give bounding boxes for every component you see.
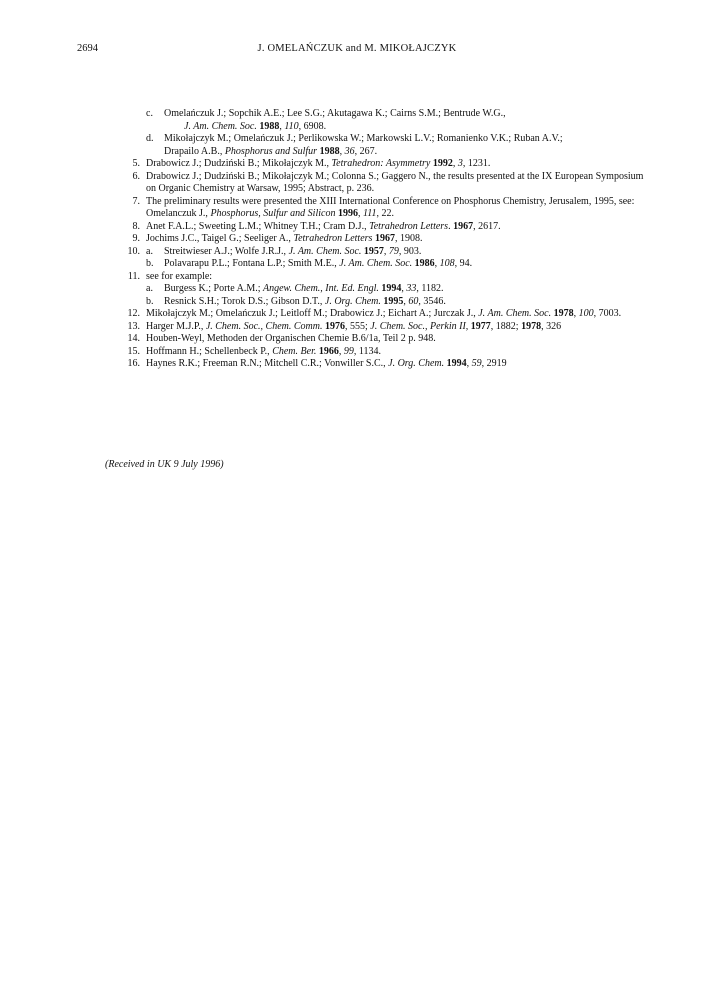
reference-number: 8. [132, 220, 140, 232]
reference-text-run: 1992 [432, 158, 453, 169]
reference-number [104, 258, 146, 271]
reference-text-run: J. Chem. Soc., Chem. Comm. [205, 320, 323, 332]
reference-text-run: Omelańczuk J.; Sopchik A.E.; Lee S.G.; Akutagawa K.; Cairns S.M.; Bentrude W.G., [164, 108, 506, 119]
reference-text-run: 1994 [381, 283, 402, 294]
reference-text-run: Drabowicz J.; Dudziński B.; Mikołajczyk M.; Colonna S.; Gaggero N., the results presented at the IX European Symposium on Organic Chemistry at Warsaw, 1995; Abstract, p. 236. [146, 170, 644, 194]
reference-text-run: 59 [471, 358, 482, 369]
reference-item [104, 158, 644, 171]
reference-text-run: , 1231. [462, 158, 491, 169]
reference-sub-label: a. [146, 283, 153, 294]
reference-text-run: Hoffmann H.; Schellenbeck P., [146, 345, 273, 357]
reference-text-run: 100 [578, 308, 594, 319]
reference-text-run: 1996 [337, 208, 358, 219]
reference-text-run: 1978 [521, 320, 542, 332]
reference-number [104, 133, 146, 158]
reference-text-run: J. Am. Chem. Soc. [184, 120, 257, 132]
reference-text-run: 1957 [363, 245, 384, 257]
reference-text-run: 79 [388, 245, 399, 257]
reference-text-run: J. Org. Chem. [324, 295, 381, 307]
page-number: 2694 [77, 43, 98, 54]
reference-text-run: 108 [439, 258, 455, 269]
reference-item [104, 283, 644, 296]
reference-sub-label: b. [146, 258, 154, 269]
reference-item [104, 233, 644, 246]
reference-text-run: 3 [457, 158, 463, 169]
reference-text-run: , [434, 258, 440, 269]
reference-text-run: Drabowicz J.; Dudziński B.; Mikołajczyk M., [146, 158, 332, 169]
reference-text-run: J. Org. Chem. [388, 358, 445, 369]
reference-text-run: , 3546. [418, 295, 446, 307]
reference-text-run: 1994 [446, 358, 467, 369]
reference-text-run: 99 [343, 345, 354, 357]
reference-text-run: Phosphorus and Sulfur [224, 145, 318, 157]
reference-number: 9. [132, 233, 140, 244]
reference-text-run: Burgess K.; Porte A.M.; [164, 283, 263, 294]
reference-text-run: J. Am. Chem. Soc. [288, 245, 362, 257]
reference-text-run: Streitwieser A.J.; Wolfe J.R.J., [164, 245, 289, 257]
reference-item [104, 321, 644, 334]
reference-list [104, 108, 644, 371]
reference-text-run: , [339, 145, 345, 157]
reference-text-run: 60 [408, 295, 419, 307]
reference-number: 13. [127, 320, 140, 332]
reference-item [104, 258, 644, 271]
reference-text-run: , 1908. [394, 233, 423, 244]
reference-text-run: Polavarapu P.L.; Fontana L.P.; Smith M.E., [164, 258, 340, 269]
reference-number: 5. [132, 158, 140, 169]
reference-number: 7. [132, 195, 140, 207]
reference-text-run: Mikołajczyk M.; Omelańczuk J.; Leitloff M.; Drabowicz J.; Eichart A.; Jurczak J., [146, 308, 479, 319]
reference-item [104, 346, 644, 359]
reference-text-run: J. Am. Chem. Soc. [478, 308, 552, 319]
reference-text-run: 1966 [318, 345, 339, 357]
reference-text-run: Tetrahedron: Asymmetry [331, 158, 431, 169]
reference-sub-label: d. [146, 133, 154, 144]
reference-number: 16. [127, 358, 140, 369]
reference-text-run: , 1882; [490, 320, 522, 332]
reference-text-run: 1988 [319, 145, 340, 157]
reference-number: 12. [127, 308, 140, 319]
reference-text-run: , 22. [376, 208, 394, 219]
reference-number: 11. [127, 270, 140, 282]
reference-text-run: , 1182. [416, 283, 444, 294]
reference-text-run: 1967 [374, 233, 395, 244]
reference-text-run: , 555; [344, 320, 371, 332]
reference-text-run: Anet F.A.L.; Sweeting L.M.; Whitney T.H.; Cram D.J., [146, 220, 370, 232]
reference-text-run: , 1134. [353, 345, 381, 357]
reference-text-run: , 94. [454, 258, 473, 269]
reference-text-run: Chem. Ber. [272, 345, 317, 357]
reference-number [104, 283, 146, 296]
reference-text-run: , 6908. [298, 120, 327, 132]
reference-text-run: J. Chem. Soc., Perkin II, [370, 320, 469, 332]
reference-sub-label: c. [146, 108, 153, 119]
reference-text-run: Mikołajczyk M.; Omelańczuk J.; Perlikowska W.; Markowski L.V.; Romanienko V.K.; Ruban A.V.; [164, 133, 563, 144]
reference-text-run: , [452, 158, 458, 169]
reference-text-run: Drapailo A.B., [164, 145, 225, 157]
reference-text-run: , 326 [541, 320, 562, 332]
reference-item [104, 246, 644, 259]
reference-sub-label: b. [146, 295, 154, 307]
reference-item [104, 308, 644, 321]
reference-item [104, 333, 644, 346]
reference-text-run: , [573, 308, 579, 319]
reference-text-run: 110 [284, 120, 299, 132]
reference-text-run: , 903. [398, 245, 422, 257]
reference-text-run: . [448, 220, 454, 232]
reference-text-run: 1988 [259, 120, 280, 132]
reference-item [104, 358, 644, 371]
reference-text-run: , 7003. [593, 308, 622, 319]
reference-text-run: 33 [406, 283, 417, 294]
reference-number: 15. [127, 345, 140, 357]
reference-number: 6. [132, 170, 140, 182]
reference-text-run: Phosphorus, Sulfur and Silicon [210, 208, 336, 219]
reference-item [104, 171, 644, 196]
reference-text-run: 1977 [470, 320, 491, 332]
reference-number: 14. [127, 333, 140, 344]
reference-text-run: , 2919 [481, 358, 507, 369]
reference-text-run: Tetrahedron Letters [369, 220, 449, 232]
page-header [77, 43, 637, 57]
reference-text-run: Haynes R.K.; Freeman R.N.; Mitchell C.R.; Vonwiller S.C., [146, 358, 389, 369]
reference-item [104, 108, 644, 133]
reference-text-run: 1978 [553, 308, 574, 319]
reference-item [104, 133, 644, 158]
reference-text-run: , [403, 295, 409, 307]
reference-text-run: , 2617. [473, 220, 501, 232]
reference-text-run: 36 [344, 145, 355, 157]
reference-number [104, 108, 146, 133]
reference-text-run: 111 [362, 208, 377, 219]
reference-text-run: , [279, 120, 285, 132]
reference-item [104, 221, 644, 234]
reference-text-run: 1995 [383, 295, 404, 307]
reference-number: 10. [127, 245, 140, 257]
reference-text-run: , [383, 245, 389, 257]
reference-text-run: 1967 [453, 220, 474, 232]
reference-text-run: J. Am. Chem. Soc. [339, 258, 413, 269]
reference-item [104, 271, 644, 284]
received-date: (Received in UK 9 July 1996) [105, 459, 224, 470]
reference-number [104, 296, 146, 309]
reference-text-run: , [357, 208, 363, 219]
reference-text-run: , 267. [354, 145, 378, 157]
reference-text-run: Tetrahedron Letters [293, 233, 373, 244]
reference-text-run: , [401, 283, 407, 294]
reference-sub-label: a. [146, 245, 153, 257]
reference-text-run: see for example: [146, 270, 213, 282]
reference-text-run: 1976 [324, 320, 345, 332]
reference-text-run: Resnick S.H.; Torok D.S.; Gibson D.T., [164, 295, 325, 307]
reference-item [104, 296, 644, 309]
reference-text-run: Jochims J.C., Taigel G.; Seeliger A., [146, 233, 294, 244]
reference-text-run: Harger M.J.P., [146, 320, 206, 332]
reference-text-run: Houben-Weyl, Methoden der Organischen Chemie B.6/1a, Teil 2 p. 948. [146, 333, 436, 344]
running-head: J. OMELAŃCZUK and M. MIKOŁAJCZYK [257, 43, 457, 54]
reference-text-run: Angew. Chem., Int. Ed. Engl. [263, 283, 379, 294]
reference-text-run: 1986 [414, 258, 435, 269]
reference-item [104, 196, 644, 221]
reference-text-run: The preliminary results were presented the XIII International Conference on Phosphorus Chemistry, Jerusalem, 1995, see: Omelanczuk J., [146, 195, 635, 219]
reference-text-run: , [338, 345, 344, 357]
reference-text-run: , [466, 358, 472, 369]
